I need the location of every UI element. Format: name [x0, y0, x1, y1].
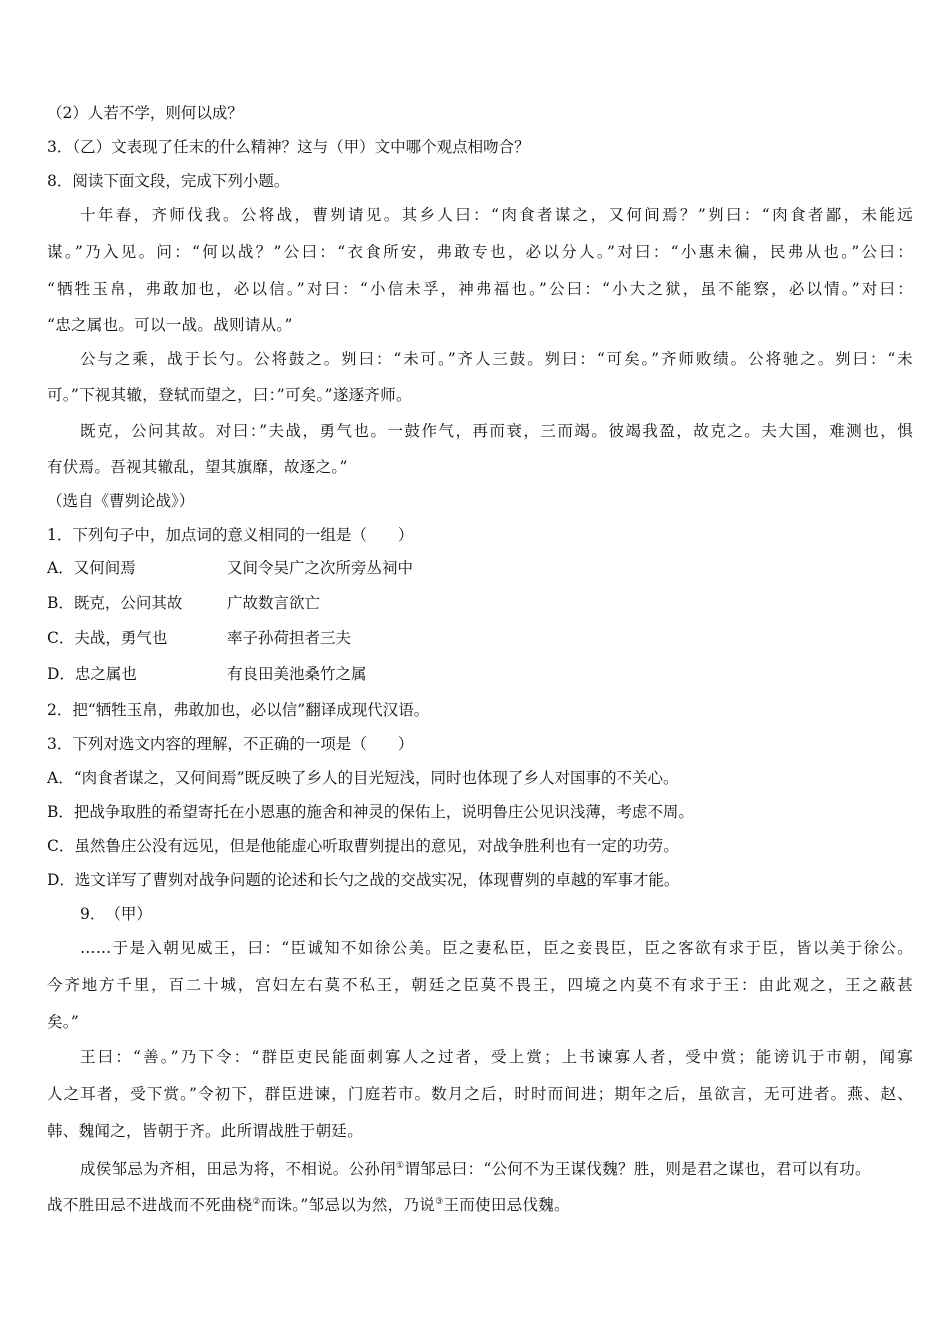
option-row-b — [47, 593, 320, 613]
passage-text: 战不胜田忌不进战而不死曲桡 — [47, 1196, 253, 1214]
question-2-tail: （2）人若不学，则何以成？ — [47, 104, 243, 122]
question-3-option-b: B．把战争取胜的希望寄托在小恩惠的施舍和神灵的保佑上，说明鲁庄公见识浅薄，考虑不周。 — [47, 803, 694, 821]
passage-line: 人之耳者，受下赏。”令初下，群臣进谏，门庭若市。数月之后，时时而间进；期年之后，虽欲言，无可进者。燕、赵、 — [47, 1085, 913, 1103]
question-9-heading: 9． （甲） — [80, 905, 152, 923]
passage-line: 王曰：“善。”乃下令：“群臣吏民能面刺寡人之过者，受上赏；上书谏寡人者，受中赏；能谤讥于市朝，闻寡 — [80, 1048, 913, 1066]
option-row-d — [47, 664, 367, 684]
passage-line: 今齐地方千里，百二十城，宫妇左右莫不私王，朝廷之臣莫不畏王，四境之内莫不有求于王：由此观之，王之蔽甚 — [47, 976, 913, 994]
passage-line: 既克，公问其故。对曰：”夫战，勇气也。一鼓作气，再而衰，三而竭。彼竭我盈，故克之。夫大国，难测也，惧 — [80, 422, 913, 440]
option-d-left: D．忠之属也 — [47, 665, 137, 683]
passage-text: 谓邹忌曰：“公何不为王谋伐魏？胜，则是君之谋也，君可以有功。 — [404, 1160, 871, 1178]
option-b-left: B．既克，公问其故 — [47, 594, 183, 612]
option-a-left: A．又何间焉 — [47, 559, 136, 577]
passage-line: 韩、魏闻之，皆朝于齐。此所谓战胜于朝廷。 — [47, 1122, 364, 1140]
question-3-option-c: C．虽然鲁庄公没有远见，但是他能虚心听取曹刿提出的意见，对战争胜利也有一定的功劳。 — [47, 837, 679, 855]
passage-line: 矣。” — [47, 1013, 80, 1031]
passage-line: ……于是入朝见威王，曰：“臣诚知不如徐公美。臣之妻私臣，臣之妾畏臣，臣之客欲有求于臣，皆以美于徐公。 — [80, 939, 913, 957]
passage-text: 王而使田忌伐魏。 — [443, 1196, 570, 1214]
footnote-marker-3: ③ — [435, 1197, 444, 1207]
question-3-option-d: D．选文详写了曹刿对战争问题的论述和长勺之战的交战实况，体现曹刿的卓越的军事才能。 — [47, 871, 680, 889]
question-3: 3．下列对选文内容的理解，不正确的一项是（ ） — [47, 735, 414, 753]
passage-line — [47, 1192, 570, 1215]
passage-text: 成侯邹忌为齐相，田忌为将，不相说。公孙闬 — [80, 1160, 397, 1178]
question-1: 1．下列句子中，加点词的意义相同的一组是（ ） — [47, 526, 414, 544]
passage-line: 十年春，齐师伐我。公将战，曹刿请见。其乡人曰：“肉食者谋之，又何间焉？”刿曰：“肉食者鄙，未能远 — [80, 206, 913, 224]
option-row-c — [47, 628, 351, 648]
option-b-right: 广故数言欲亡 — [227, 594, 321, 612]
option-a-right: 又间令吴广之次所旁丛祠中 — [227, 559, 414, 577]
question-8-heading: 8．阅读下面文段，完成下列小题。 — [47, 172, 290, 190]
passage-line: 可。”下视其辙，登轼而望之，曰：”可矣。”遂逐齐师。 — [47, 386, 412, 404]
passage-line: “忠之属也。可以一战。战则请从。” — [47, 316, 293, 334]
passage-line: 有伏焉。吾视其辙乱，望其旗靡，故逐之。” — [47, 458, 348, 476]
passage-text: 而诛。”邹忌以为然，乃说 — [260, 1196, 436, 1214]
option-row-a — [47, 558, 413, 578]
passage-line: “牺牲玉帛，弗敢加也，必以信。”对曰：“小信未孚，神弗福也。”公曰：“小大之狱，虽不能察，必以情。”对曰： — [47, 280, 913, 298]
option-c-left: C．夫战，勇气也 — [47, 629, 168, 647]
footnote-marker-2: ② — [252, 1197, 261, 1207]
question-3-option-a: A．“肉食者谋之，又何间焉”既反映了乡人的目光短浅，同时也体现了乡人对国事的不关心。 — [47, 769, 679, 787]
question-3-tail: 3．（乙）文表现了任末的什么精神？这与（甲）文中哪个观点相吻合？ — [47, 138, 530, 156]
passage-line: 谋。”乃入见。问：“何以战？”公曰：“衣食所安，弗敢专也，必以分人。”对曰：“小惠未徧，民弗从也。”公曰： — [47, 243, 913, 261]
source-note: （选自《曹刿论战》） — [47, 492, 195, 510]
question-2: 2．把“牺牲玉帛，弗敢加也，必以信”翻译成现代汉语。 — [47, 701, 430, 719]
option-c-right: 率子孙荷担者三夫 — [227, 629, 352, 647]
passage-line: 公与之乘，战于长勺。公将鼓之。刿曰：“未可。”齐人三鼓。刿曰：“可矣。”齐师败绩。公将驰之。刿曰：“未 — [80, 350, 913, 368]
passage-line — [80, 1156, 871, 1179]
option-d-right: 有良田美池桑竹之属 — [227, 665, 367, 683]
footnote-marker-1: ① — [396, 1161, 405, 1171]
